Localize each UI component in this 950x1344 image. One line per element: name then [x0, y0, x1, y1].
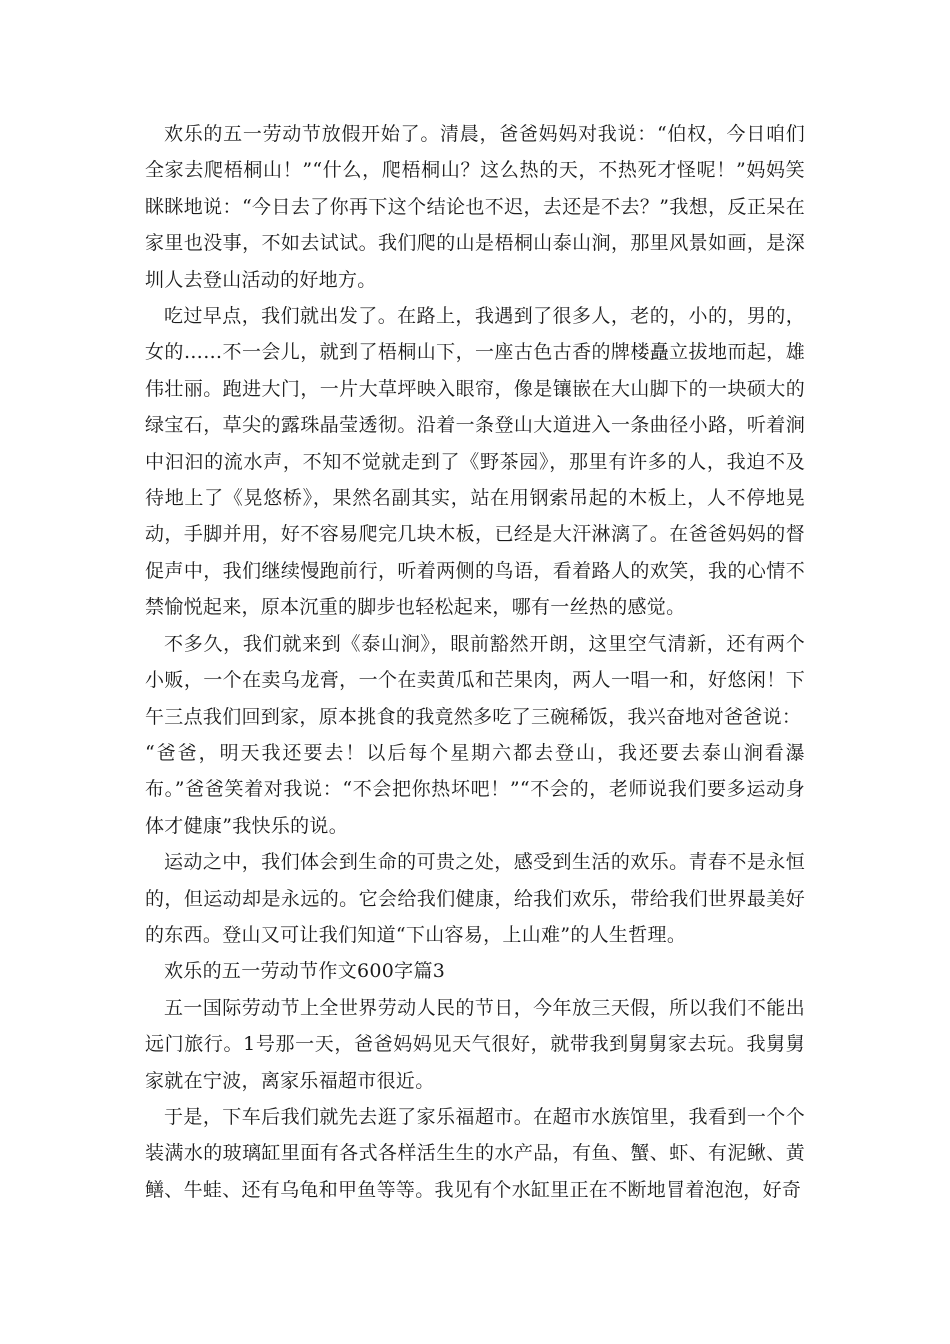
section-heading-number: 篇3 — [413, 960, 446, 983]
paragraph: 五一国际劳动节上全世界劳动人民的节日，今年放三天假，所以我们不能出远门旅行。1号那一天，爸爸妈妈见天气很好，就带我到舅舅家去玩。我舅舅家就在宁波，离家乐福超市很近。 — [145, 996, 805, 1092]
section-heading — [145, 953, 805, 989]
paragraph: 运动之中，我们体会到生命的可贵之处，感受到生活的欢乐。青春不是永恒的，但运动却是永远的。它会给我们健康，给我们欢乐，带给我们世界最美好的东西。登山又可让我们知道“下山容易，上山难”的人生哲理。 — [145, 851, 805, 946]
paragraph: 吃过早点，我们就出发了。在路上，我遇到了很多人，老的，小的，男的，女的……不一会儿，就到了梧桐山下，一座古色古香的牌楼矗立拔地而起，雄伟壮丽。跑进大门，一片大草坪映入眼帘，像是镶嵌在大山脚下的一块硕大的绿宝石，草尖的露珠晶莹透彻。沿着一条登山大道进入一条曲径小路，听着涧中汩汩的流水声，不知不觉就走到了《野茶园》，那里有许多的人，我迫不及待地上了《晃悠桥》，果然名副其实，站在用钢索吊起的木板上，人不停地晃动，手脚并用，好不容易爬完几块木板，已经是大汗淋漓了。在爸爸妈妈的督促声中，我们继续慢跑前行，听着两侧的鸟语，看着路人的欢笑，我的心情不禁愉悦起来，原本沉重的脚步也轻松起来，哪有一丝热的感觉。 — [145, 305, 805, 619]
paragraph: 于是，下车后我们就先去逛了家乐福超市。在超市水族馆里，我看到一个个装满水的玻璃缸里面有各式各样活生生的水产品，有鱼、蟹、虾、有泥鳅、黄鳝、牛蛙、还有乌龟和甲鱼等等。我见有个水缸里正在不断地冒着泡泡，好奇 — [145, 1105, 805, 1201]
paragraph: 不多久，我们就来到《泰山涧》，眼前豁然开朗，这里空气清新，还有两个小贩，一个在卖乌龙膏，一个在卖黄瓜和芒果肉，两人一唱一和，好悠闲！下午三点我们回到家，原本挑食的我竟然多吃了三碗稀饭，我兴奋地对爸爸说： — [145, 632, 805, 728]
section-heading-title: 欢乐的五一劳动节作文600字 — [164, 960, 414, 983]
paragraph: 欢乐的五一劳动节放假开始了。清晨，爸爸妈妈对我说：“伯权，今日咱们全家去爬梧桐山！”“什么，爬梧桐山？这么热的天，不热死才怪呢！”妈妈笑眯眯地说：“今日去了你再下这个结论也不迟，去还是不去？”我想，反正呆在家里也没事，不如去试试。我们爬的山是梧桐山泰山涧，那里风景如画，是深圳人去登山活动的好地方。 — [145, 123, 805, 291]
article-body — [145, 116, 805, 1208]
paragraph: “爸爸，明天我还要去！以后每个星期六都去登山，我还要去泰山涧看瀑布。”爸爸笑着对我说：“不会把你热坏吧！”“不会的，老师说我们要多运动身体才健康”我快乐的说。 — [145, 741, 805, 837]
